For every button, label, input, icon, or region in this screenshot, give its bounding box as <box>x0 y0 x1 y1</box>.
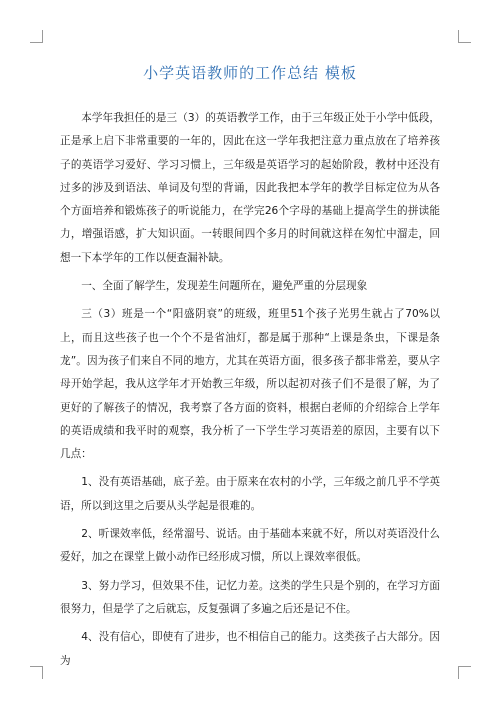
paragraph-reason-1: 1、没有英语基础，底子差。由于原来在农村的小学，三年级之前几乎不学英语，所以到这里之后要从头学起是很难的。 <box>60 476 440 512</box>
paragraph-reason-2: 2、听课效率低，经常溜号、说话。由于基础本来就不好，所以对英语没什么爱好，加之在课堂上做小动作已经形成习惯，所以上课效率很低。 <box>60 528 440 564</box>
paragraph-reason-3: 3、努力学习，但效果不佳，记忆力差。这类的学生只是个别的，在学习方面很努力，但是学了之后就忘，反复强调了多遍之后还是记不住。 <box>60 579 440 615</box>
document-body <box>60 107 440 678</box>
crop-mark-top-right <box>458 30 471 43</box>
paragraph-reason-4: 4、没有信心，即使有了进步，也不相信自己的能力。这类孩子占大部分。因为 <box>60 631 440 667</box>
paragraph-intro: 本学年我担任的是三（3）的英语教学工作，由于三年级正处于小学中低段，正是承上启下非常重要的一年的，因此在这一学年我把注意力重点放在了培养孩子的英语学习爱好、学习习惯上，三年级是英语学习的起始阶段，教材中还没有过多的涉及到语法、单词及句型的背诵，因此我把本学年的教学目标定位为从各个方面培养和锻炼孩子的听说能力，在学完26个字母的基础上提高学生的拼读能力，增强语感，扩大知识面。一转眼间四个多月的时间就这样在匆忙中溜走，回想一下本学年的工作以便查漏补缺。 <box>60 112 440 264</box>
crop-mark-bottom-right <box>458 666 471 679</box>
document-title: 小学英语教师的工作总结 模板 <box>143 64 357 82</box>
crop-mark-bottom-left <box>30 666 43 679</box>
crop-mark-top-left <box>30 30 43 43</box>
paragraph-class-description: 三（3）班是一个“阳盛阴衰”的班级，班里51个孩子光男生就占了70%以上，而且这些孩子也一个个不是省油灯，都是属于那种“上课是条虫，下课是条龙”。因为孩子们来自不同的地方，尤其在英语方面，很多孩子都非常差，要从字母开始学起，我从这学年才开始教三年级，所以起初对孩子们不是很了解，为了更好的了解孩子的情况，我考察了各方面的资料，根据白老师的介绍综合上学年的英语成绩和我平时的观察，我分析了一下学生学习英语差的原因，主要有以下几点： <box>60 308 440 461</box>
section-heading: 一、全面了解学生，发现差生问题所在，避免严重的分层现象 <box>81 280 368 293</box>
